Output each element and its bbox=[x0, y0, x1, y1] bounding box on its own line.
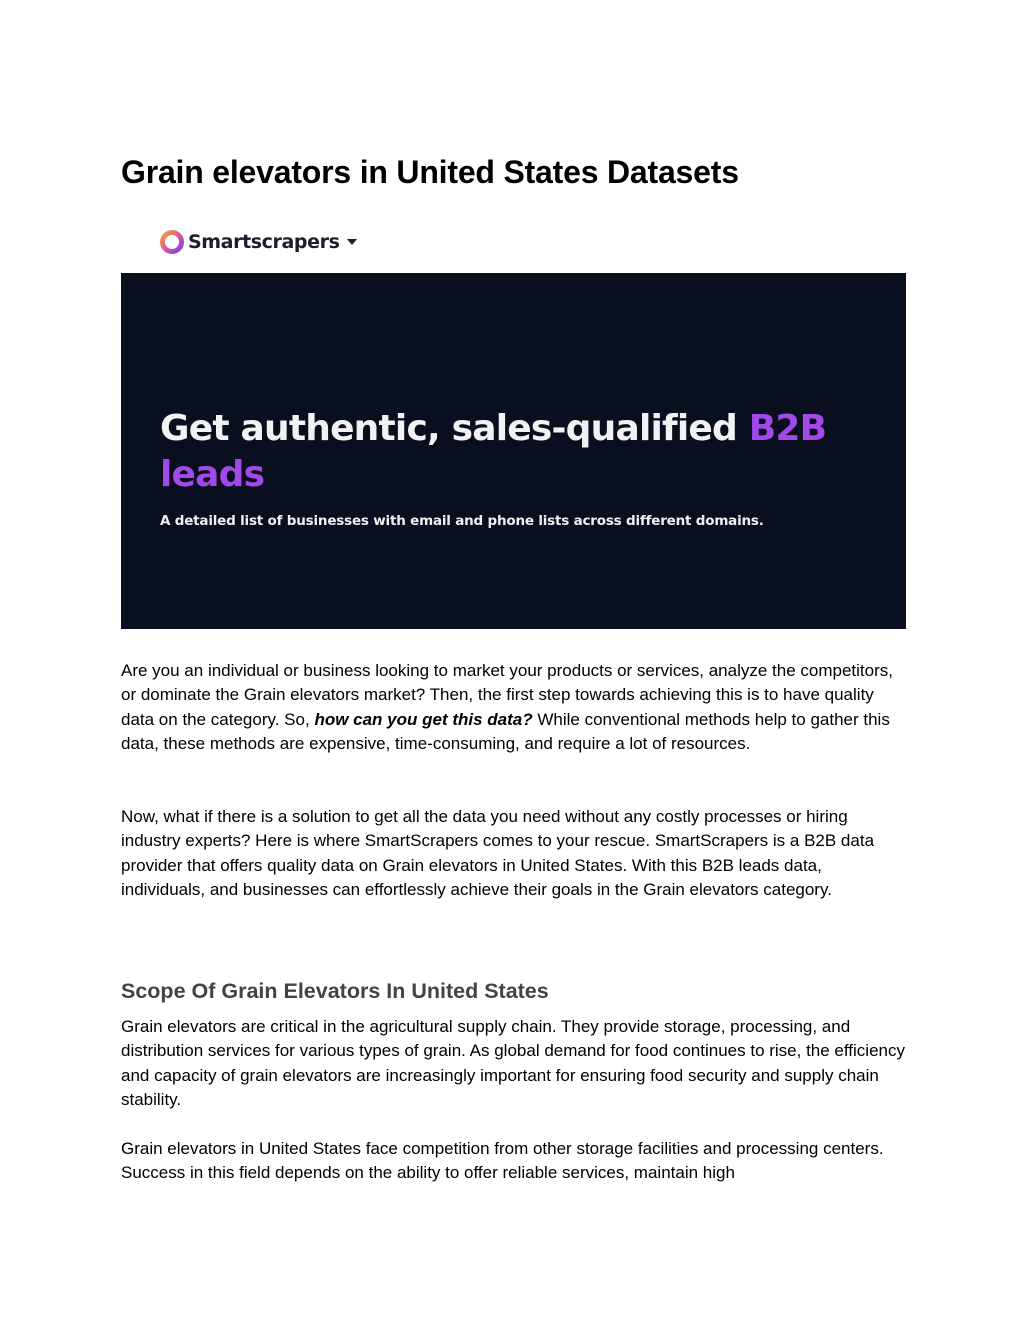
intro-paragraph bbox=[121, 659, 906, 757]
banner-subtitle: A detailed list of businesses with email and phone lists across different domains. bbox=[160, 513, 764, 529]
caret-down-icon bbox=[347, 239, 357, 245]
section-heading: Scope Of Grain Elevators In United States bbox=[121, 979, 549, 1003]
hero-banner bbox=[121, 273, 906, 629]
banner-headline-accent: B2B leads bbox=[160, 408, 827, 495]
banner-headline-main: Get authentic, sales-qualified bbox=[160, 408, 749, 449]
document-title: Grain elevators in United States Datasets bbox=[121, 154, 739, 190]
intro-emphasis: how can you get this data? bbox=[314, 709, 533, 729]
smartscrapers-logo bbox=[159, 229, 357, 255]
intro-text-2: While conventional methods help to gather this data, these methods are expensive, time-consuming, and require a lot of resources. bbox=[121, 709, 890, 754]
brand-name: Smartscrapers bbox=[188, 231, 340, 253]
smartscrapers-ring-icon bbox=[159, 229, 185, 255]
banner-headline bbox=[160, 406, 880, 498]
solution-paragraph: Now, what if there is a solution to get all the data you need without any costly processes or hiring industry experts? Here is where SmartScrapers comes to your rescue. SmartScrapers is a B2B data provider that offers quality data on Grain elevators in United States. With this B2B leads data, individuals, and businesses can effortlessly achieve their goals in the Grain elevators category. bbox=[121, 807, 875, 900]
intro-text-1: Are you an individual or business looking to market your products or services, analyze the competitors, or dominate the Grain elevators market? Then, the first step towards achieving this is to have quality data on the category. So, bbox=[121, 661, 893, 729]
competition-paragraph: Grain elevators in United States face competition from other storage facilities and processing centers. Success in this field depends on the ability to offer reliable services, maintain high bbox=[121, 1139, 884, 1183]
scope-paragraph: Grain elevators are critical in the agricultural supply chain. They provide storage, processing, and distribution services for various types of grain. As global demand for food continues to rise, the efficiency and capacity of grain elevators are increasingly important for ensuring food security and supply chain stability. bbox=[121, 1017, 905, 1110]
